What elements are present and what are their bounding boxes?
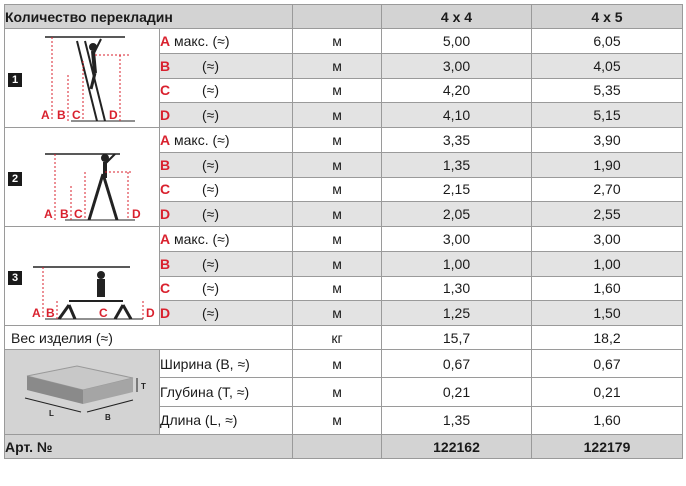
value-4x4: 1,30 (382, 276, 532, 301)
value-4x5: 2,55 (532, 202, 683, 227)
weight-row (5, 326, 683, 350)
unit-cell: м (293, 29, 382, 54)
value-4x4: 3,35 (382, 128, 532, 153)
svg-text:B: B (46, 306, 55, 320)
table-row (5, 227, 683, 252)
value-4x5: 5,15 (532, 103, 683, 128)
ladder-a-frame-illustration (5, 128, 160, 226)
unit-cell: м (293, 378, 382, 406)
value-4x4: 1,35 (382, 152, 532, 177)
svg-text:A: A (44, 207, 53, 221)
value-4x4: 2,15 (382, 177, 532, 202)
table-row (5, 29, 683, 54)
svg-text:B: B (60, 207, 69, 221)
value-4x4: 1,00 (382, 251, 532, 276)
figure-number-1: 1 (8, 73, 22, 87)
value-4x5: 1,60 (532, 276, 683, 301)
param-label: D (≈) (160, 103, 293, 128)
value-4x4: 15,7 (382, 326, 532, 350)
article-row (5, 435, 683, 459)
param-label: C (≈) (160, 78, 293, 103)
unit-cell: м (293, 177, 382, 202)
value-4x5: 1,60 (532, 406, 683, 434)
value-4x5: 1,50 (532, 301, 683, 326)
unit-cell: м (293, 103, 382, 128)
figure-number-2: 2 (8, 172, 22, 186)
header-row (5, 5, 683, 29)
ladder-figure-2 (5, 128, 160, 227)
spec-table (4, 4, 683, 459)
svg-text:A: A (32, 306, 41, 320)
value-4x4: 4,20 (382, 78, 532, 103)
param-label: A макс. (≈) (160, 128, 293, 153)
unit-cell: м (293, 53, 382, 78)
value-4x4: 5,00 (382, 29, 532, 54)
svg-text:D: D (146, 306, 155, 320)
figure-number-3: 3 (8, 271, 22, 285)
value-4x5: 18,2 (532, 326, 683, 350)
svg-text:B: B (57, 108, 66, 122)
unit-cell: м (293, 202, 382, 227)
param-label: B (≈) (160, 251, 293, 276)
header-title: Количество перекладин (5, 5, 293, 29)
unit-cell: м (293, 78, 382, 103)
package-figure (5, 350, 160, 435)
article-label: Арт. № (5, 435, 293, 459)
value-4x4: 4,10 (382, 103, 532, 128)
ladder-lean-illustration (5, 29, 160, 127)
value-4x5: 0,21 (532, 378, 683, 406)
value-4x5: 3,90 (532, 128, 683, 153)
unit-cell: м (293, 251, 382, 276)
param-label: C (≈) (160, 276, 293, 301)
value-4x4: 0,21 (382, 378, 532, 406)
weight-label: Вес изделия (≈) (5, 326, 293, 350)
ladder-platform-illustration (5, 227, 160, 325)
unit-cell: м (293, 406, 382, 434)
article-unit-cell (293, 435, 382, 459)
ladder-figure-1 (5, 29, 160, 128)
header-col-4x4: 4 x 4 (382, 5, 532, 29)
param-label: C (≈) (160, 177, 293, 202)
param-label: B (≈) (160, 53, 293, 78)
svg-text:A: A (41, 108, 50, 122)
box-label-l: L (49, 409, 54, 418)
header-unit-cell (293, 5, 382, 29)
value-4x5: 2,70 (532, 177, 683, 202)
ladder-figure-3 (5, 227, 160, 326)
unit-cell: м (293, 276, 382, 301)
package-label: Ширина (B, ≈) (160, 350, 293, 378)
value-4x4: 3,00 (382, 53, 532, 78)
unit-cell: м (293, 152, 382, 177)
param-label: A макс. (≈) (160, 29, 293, 54)
unit-cell: м (293, 227, 382, 252)
unit-cell: м (293, 301, 382, 326)
value-4x4: 1,35 (382, 406, 532, 434)
package-label: Длина (L, ≈) (160, 406, 293, 434)
param-label: D (≈) (160, 202, 293, 227)
value-4x5: 4,05 (532, 53, 683, 78)
value-4x4: 1,25 (382, 301, 532, 326)
article-4x5: 122179 (532, 435, 683, 459)
box-label-b: B (105, 413, 111, 422)
svg-text:C: C (72, 108, 81, 122)
box-label-t: T (141, 382, 146, 391)
value-4x5: 6,05 (532, 29, 683, 54)
value-4x4: 2,05 (382, 202, 532, 227)
value-4x5: 5,35 (532, 78, 683, 103)
svg-text:C: C (74, 207, 83, 221)
value-4x4: 0,67 (382, 350, 532, 378)
unit-cell: м (293, 128, 382, 153)
svg-text:C: C (99, 306, 108, 320)
header-col-4x5: 4 x 5 (532, 5, 683, 29)
table-row (5, 350, 683, 378)
package-box-illustration (5, 350, 160, 434)
package-label: Глубина (T, ≈) (160, 378, 293, 406)
param-label: B (≈) (160, 152, 293, 177)
table-row (5, 128, 683, 153)
unit-cell: м (293, 350, 382, 378)
value-4x5: 0,67 (532, 350, 683, 378)
param-label: A макс. (≈) (160, 227, 293, 252)
svg-text:D: D (132, 207, 141, 221)
value-4x5: 1,90 (532, 152, 683, 177)
value-4x4: 3,00 (382, 227, 532, 252)
param-label: D (≈) (160, 301, 293, 326)
value-4x5: 1,00 (532, 251, 683, 276)
value-4x5: 3,00 (532, 227, 683, 252)
svg-text:D: D (109, 108, 118, 122)
article-4x4: 122162 (382, 435, 532, 459)
unit-cell: кг (293, 326, 382, 350)
